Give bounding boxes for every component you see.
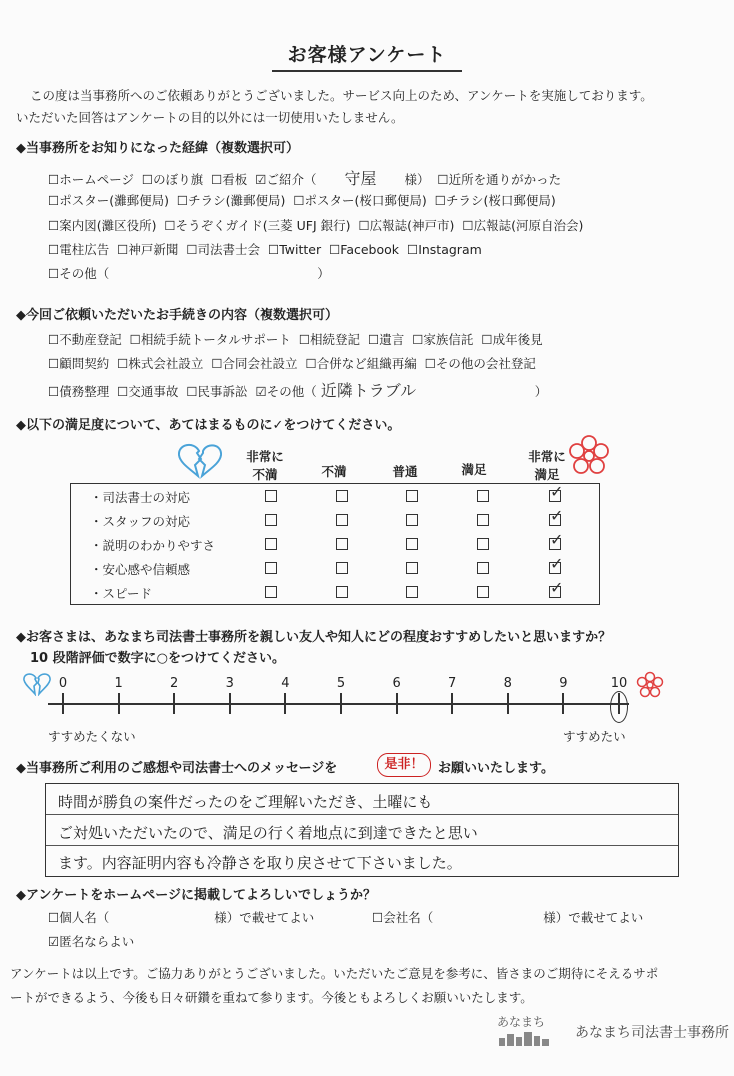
satisfaction-item: ・スタッフの対応	[90, 514, 191, 529]
q2-other-text[interactable]: 近隣トラブル	[320, 381, 417, 400]
q6-option-anonymous[interactable]: ☑匿名ならよい	[48, 934, 135, 949]
message-rule	[46, 845, 678, 846]
satisfaction-checkbox[interactable]	[477, 562, 489, 574]
satisfaction-item: ・司法書士の対応	[90, 490, 191, 505]
office-logo	[497, 1013, 561, 1047]
broken-heart-icon	[176, 443, 224, 479]
rating-scale-line	[48, 703, 629, 705]
scale-tick	[507, 693, 509, 714]
q5-heading: ◆当事務所ご利用のご感想や司法書士へのメッセージを	[16, 761, 338, 776]
scale-number[interactable]: 8	[503, 676, 512, 691]
scale-tick	[451, 693, 453, 714]
satisfaction-checkbox[interactable]	[265, 514, 277, 526]
satisfaction-checkmark: ✓	[550, 506, 564, 525]
q2-heading: ◆今回ご依頼いただいたお手続きの内容（複数選択可）	[16, 308, 338, 323]
scale-tick	[118, 693, 120, 714]
q1-row-4	[48, 240, 482, 258]
title-underline	[272, 70, 462, 72]
q6-option-personal[interactable]: ☐個人名（ 様）で載せてよい	[48, 910, 315, 925]
satisfaction-checkbox[interactable]	[477, 538, 489, 550]
scale-number[interactable]: 0	[58, 676, 68, 691]
q4-heading: ◆お客さまは、あなまち司法書士事務所を親しい友人や知人にどの程度おすすめしたいと思いますか？	[16, 630, 612, 645]
intro-line-1: この度は当事務所へのご依頼ありがとうございました。サービス向上のため、アンケートを実施しております。	[30, 88, 653, 103]
satisfaction-checkbox[interactable]	[406, 562, 418, 574]
q1-row-2	[48, 191, 556, 209]
q1-option-referral[interactable]: ☑ご紹介（	[255, 172, 317, 187]
satisfaction-checkbox[interactable]	[336, 562, 348, 574]
satisfaction-checkbox[interactable]	[406, 538, 418, 550]
q2-option[interactable]: ☐顧問契約	[48, 356, 110, 371]
message-rule	[46, 814, 678, 815]
scale-number[interactable]: 7	[448, 676, 457, 691]
q4-subheading: 10 段階評価で数字に○をつけてください。	[30, 651, 285, 666]
scale-number[interactable]: 4	[281, 676, 290, 691]
col-header-unsatisfied: 不満	[321, 464, 347, 479]
satisfaction-checkbox[interactable]	[336, 586, 348, 598]
scale-high-label: すすめたい	[563, 729, 626, 744]
flower-small-icon	[636, 671, 664, 699]
q1-option[interactable]: ☐チラシ(桜口郵便局)	[434, 193, 556, 208]
q1-option[interactable]: ☐ホームページ	[48, 172, 134, 187]
q2-row-2	[48, 354, 536, 372]
satisfaction-checkbox[interactable]	[336, 514, 348, 526]
q2-option[interactable]: ☐債務整理	[48, 384, 110, 399]
scale-number[interactable]: 5	[336, 676, 346, 691]
office-name: あなまち司法書士事務所	[575, 1025, 729, 1041]
satisfaction-checkbox[interactable]	[406, 490, 418, 502]
col-header-very-satisfied: 非常に 満足	[528, 449, 566, 482]
col-header-very-unsatisfied: 非常に 不満	[246, 449, 284, 482]
satisfaction-checkbox[interactable]	[336, 490, 348, 502]
footer-line-1: アンケートは以上です。ご協力ありがとうございました。いただいたご意見を参考に、皆さまのご期待にそえるサポ	[10, 966, 659, 981]
logo-text: あなまち	[497, 1015, 546, 1029]
q2-option-other[interactable]: ☑その他（	[255, 384, 317, 399]
message-line: ご対処いただいたので、満足の行く着地点に到達できたと思い	[58, 824, 478, 842]
q2-option[interactable]: ☐交通事故	[117, 384, 179, 399]
scale-number[interactable]: 2	[170, 676, 179, 691]
q2-option[interactable]: ☐その他の会社登記	[424, 356, 536, 371]
q1-option-referral-end: 様）	[404, 172, 430, 187]
q1-option-other-end: ）	[317, 266, 330, 281]
satisfaction-checkmark: ✓	[550, 530, 564, 549]
q2-option[interactable]: ☐株式会社設立	[117, 356, 204, 371]
scale-number[interactable]: 6	[392, 676, 401, 691]
q1-option[interactable]: ☐看板	[211, 172, 248, 187]
satisfaction-item: ・説明のわかりやすさ	[90, 538, 216, 553]
satisfaction-item: ・スピード	[90, 586, 153, 601]
satisfaction-checkbox[interactable]	[477, 514, 489, 526]
satisfaction-checkmark: ✓	[550, 482, 564, 501]
col-header-neutral: 普通	[392, 464, 418, 479]
q2-row-1	[48, 330, 543, 348]
q1-option[interactable]: ☐広報誌(河原自治会)	[462, 218, 584, 233]
scale-tick	[284, 693, 286, 714]
q2-option[interactable]: ☐民事訴訟	[186, 384, 248, 399]
col-header-satisfied: 満足	[461, 462, 487, 477]
q1-option[interactable]: ☐広報誌(神戸市)	[358, 218, 455, 233]
q2-option[interactable]: ☐遺言	[368, 332, 405, 347]
q2-option[interactable]: ☐相続手続トータルサポート	[129, 332, 291, 347]
q3-heading: ◆以下の満足度について、あてはまるものに✓をつけてください。	[16, 418, 401, 433]
q1-option[interactable]: ☐Twitter	[268, 242, 322, 257]
satisfaction-checkbox[interactable]	[265, 538, 277, 550]
q1-row-5	[48, 264, 330, 282]
satisfaction-checkbox[interactable]	[477, 586, 489, 598]
scale-number[interactable]: 3	[225, 676, 234, 691]
q2-option[interactable]: ☐成年後見	[481, 332, 543, 347]
q1-option[interactable]: ☐ポスター(桜口郵便局)	[293, 193, 427, 208]
q1-option[interactable]: ☐Facebook	[329, 242, 400, 257]
q2-option-other-end: ）	[534, 384, 548, 399]
q1-option[interactable]: ☐そうぞくガイド(三菱 UFJ 銀行)	[164, 218, 351, 233]
q5-heading-post: お願いいたします。	[438, 761, 554, 776]
zehi-badge: 是非！	[377, 753, 431, 777]
scale-tick	[229, 693, 231, 714]
q1-row-1	[48, 166, 561, 189]
scale-number[interactable]: 10	[610, 676, 628, 691]
q2-row-3	[48, 378, 547, 401]
q2-option[interactable]: ☐合同会社設立	[211, 356, 298, 371]
scale-low-label: すすめたくない	[48, 729, 136, 744]
q6-option-company[interactable]: ☐会社名（ 様）で載せてよい	[372, 910, 644, 925]
scale-number[interactable]: 9	[559, 676, 568, 691]
scale-tick	[562, 693, 564, 714]
satisfaction-checkmark: ✓	[550, 578, 564, 597]
satisfaction-item: ・安心感や信頼感	[90, 562, 191, 577]
q1-row-3	[48, 216, 583, 234]
q1-option[interactable]: ☐ポスター(灘郵便局)	[48, 193, 169, 208]
scale-selected-circle	[610, 691, 628, 723]
q2-option[interactable]: ☐家族信託	[412, 332, 474, 347]
flower-icon	[567, 434, 611, 478]
q6-heading: ◆アンケートをホームページに掲載してよろしいでしょうか？	[16, 888, 376, 903]
q1-option[interactable]: ☐チラシ(灘郵便局)	[176, 193, 286, 208]
broken-heart-small-icon	[22, 672, 52, 696]
q1-option[interactable]: ☐のぼり旗	[141, 172, 204, 187]
satisfaction-checkbox[interactable]	[477, 490, 489, 502]
satisfaction-checkbox[interactable]	[265, 586, 277, 598]
q1-option[interactable]: ☐司法書士会	[186, 242, 261, 257]
referral-name[interactable]: 守屋	[344, 169, 377, 188]
satisfaction-checkbox[interactable]	[406, 586, 418, 598]
message-line: 時間が勝負の案件だったのをご理解いただき、土曜にも	[58, 793, 433, 811]
q2-option[interactable]: ☐合併など組織再編	[305, 356, 417, 371]
satisfaction-checkbox[interactable]	[265, 562, 277, 574]
scale-number[interactable]: 1	[114, 676, 123, 691]
satisfaction-checkbox[interactable]	[406, 514, 418, 526]
scale-tick	[62, 693, 64, 714]
q1-option-other[interactable]: ☐その他（	[48, 266, 110, 281]
scale-tick	[173, 693, 175, 714]
intro-line-2: いただいた回答はアンケートの目的以外には一切使用いたしません。	[16, 110, 404, 125]
scale-tick	[396, 693, 398, 714]
message-line: ます。内容証明内容も冷静さを取り戻させて下さいました。	[58, 854, 462, 872]
q2-option[interactable]: ☐不動産登記	[48, 332, 122, 347]
q1-heading: ◆当事務所をお知りになった経緯（複数選択可）	[16, 141, 299, 156]
q1-option[interactable]: ☐電柱広告	[48, 242, 110, 257]
satisfaction-checkmark: ✓	[550, 554, 564, 573]
q1-option[interactable]: ☐近所を通りがかった	[437, 172, 562, 187]
building-icon	[497, 1030, 557, 1046]
message-box[interactable]	[45, 783, 679, 877]
page-title: お客様アンケート	[287, 44, 447, 66]
footer-line-2: ートができるよう、今後も日々研鑽を重ねて参ります。今後ともよろしくお願いいたします。	[10, 990, 533, 1005]
q1-option[interactable]: ☐Instagram	[406, 242, 482, 257]
q1-option[interactable]: ☐案内図(灘区役所)	[48, 218, 157, 233]
scale-tick	[340, 693, 342, 714]
satisfaction-checkbox[interactable]	[265, 490, 277, 502]
q2-option[interactable]: ☐相続登記	[298, 332, 361, 347]
q1-option[interactable]: ☐神戸新聞	[117, 242, 179, 257]
satisfaction-checkbox[interactable]	[336, 538, 348, 550]
